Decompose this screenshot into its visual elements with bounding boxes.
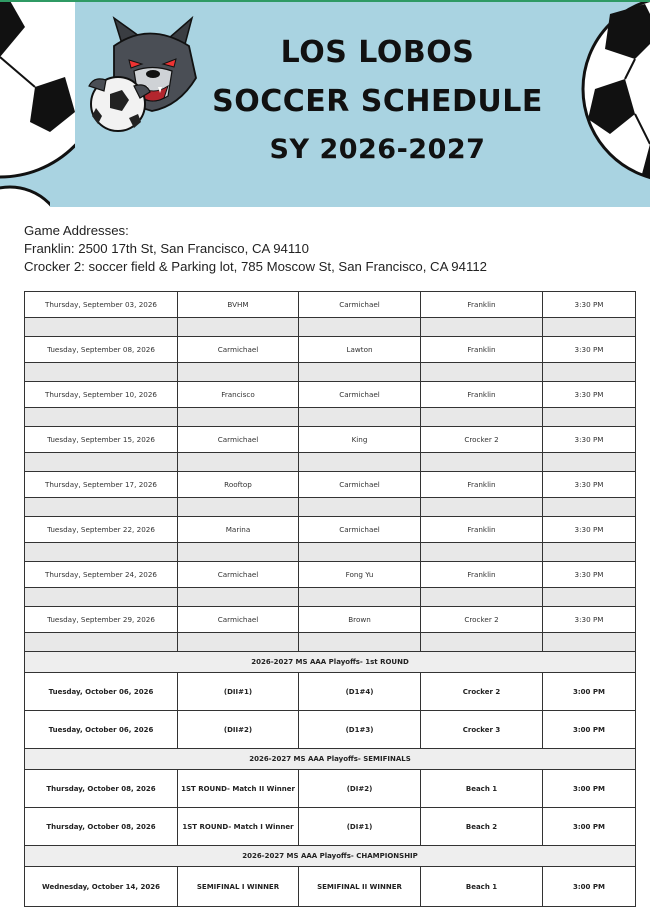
time-cell: 3:30 PM [543,607,636,633]
time-cell: 3:30 PM [543,517,636,543]
table-row [25,711,636,749]
table-row [25,562,636,588]
home-team-cell: Marina [178,517,299,543]
spacer-row [25,363,636,382]
table-row [25,337,636,363]
school-year: SY 2026-2027 [269,134,486,165]
spacer-row [25,543,636,562]
time-cell: 3:00 PM [543,711,636,749]
time-cell: 3:30 PM [543,562,636,588]
table-row [25,867,636,907]
table-row [25,472,636,498]
date-cell: Thursday, September 03, 2026 [25,292,178,318]
home-team-cell: Carmichael [178,562,299,588]
date-cell: Thursday, October 08, 2026 [25,770,178,808]
away-team-cell: (DI#1) [299,808,421,846]
spacer-row [25,588,636,607]
away-team-cell: Fong Yu [299,562,421,588]
date-cell: Thursday, September 10, 2026 [25,382,178,408]
location-cell: Crocker 2 [421,427,543,453]
section-header-row [25,749,636,770]
home-team-cell: SEMIFINAL I WINNER [178,867,299,907]
location-cell: Crocker 3 [421,711,543,749]
away-team-cell: Carmichael [299,517,421,543]
table-row [25,808,636,846]
time-cell: 3:00 PM [543,673,636,711]
location-cell: Beach 1 [421,867,543,907]
time-cell: 3:00 PM [543,867,636,907]
away-team-cell: SEMIFINAL II WINNER [299,867,421,907]
home-team-cell: (DII#1) [178,673,299,711]
addresses-heading: Game Addresses: [24,223,129,238]
table-row [25,382,636,408]
date-cell: Tuesday, October 06, 2026 [25,673,178,711]
away-team-cell: (DI#2) [299,770,421,808]
soccer-ball-icon [0,0,75,182]
section-header-row [25,652,636,673]
time-cell: 3:30 PM [543,337,636,363]
time-cell: 3:00 PM [543,770,636,808]
table-row [25,427,636,453]
spacer-row [25,318,636,337]
table-row [25,517,636,543]
section-header-row [25,846,636,867]
location-cell: Franklin [421,292,543,318]
away-team-cell: King [299,427,421,453]
home-team-cell: (DII#2) [178,711,299,749]
header-banner [0,0,650,207]
home-team-cell: 1ST ROUND- Match II Winner [178,770,299,808]
date-cell: Wednesday, October 14, 2026 [25,867,178,907]
time-cell: 3:30 PM [543,472,636,498]
table-row [25,673,636,711]
home-team-cell: Rooftop [178,472,299,498]
home-team-cell: Carmichael [178,337,299,363]
location-cell: Franklin [421,382,543,408]
game-addresses [24,222,634,276]
home-team-cell: Carmichael [178,607,299,633]
location-cell: Crocker 2 [421,673,543,711]
date-cell: Thursday, October 08, 2026 [25,808,178,846]
home-team-cell: 1ST ROUND- Match I Winner [178,808,299,846]
spacer-row [25,408,636,427]
date-cell: Thursday, September 24, 2026 [25,562,178,588]
location-cell: Franklin [421,337,543,363]
table-row [25,292,636,318]
soccer-ball-icon [580,0,650,184]
date-cell: Tuesday, September 22, 2026 [25,517,178,543]
section-title: 2026-2027 MS AAA Playoffs- SEMIFINALS [25,749,636,770]
location-cell: Crocker 2 [421,607,543,633]
spacer-row [25,453,636,472]
page-title: LOS LOBOS [280,35,475,70]
away-team-cell: Carmichael [299,382,421,408]
address-franklin: Franklin: 2500 17th St, San Francisco, CA 94110 [24,241,309,256]
soccer-ball-icon [0,182,50,207]
date-cell: Tuesday, September 15, 2026 [25,427,178,453]
time-cell: 3:30 PM [543,382,636,408]
location-cell: Beach 1 [421,770,543,808]
time-cell: 3:30 PM [543,427,636,453]
table-row [25,770,636,808]
home-team-cell: Francisco [178,382,299,408]
section-title: 2026-2027 MS AAA Playoffs- CHAMPIONSHIP [25,846,636,867]
away-team-cell: Lawton [299,337,421,363]
location-cell: Beach 2 [421,808,543,846]
away-team-cell: Brown [299,607,421,633]
away-team-cell: Carmichael [299,292,421,318]
spacer-row [25,633,636,652]
date-cell: Thursday, September 17, 2026 [25,472,178,498]
address-crocker: Crocker 2: soccer field & Parking lot, 785 Moscow St, San Francisco, CA 94112 [24,259,487,274]
time-cell: 3:00 PM [543,808,636,846]
away-team-cell: (D1#3) [299,711,421,749]
away-team-cell: (D1#4) [299,673,421,711]
location-cell: Franklin [421,517,543,543]
away-team-cell: Carmichael [299,472,421,498]
home-team-cell: BVHM [178,292,299,318]
table-row [25,607,636,633]
location-cell: Franklin [421,562,543,588]
time-cell: 3:30 PM [543,292,636,318]
location-cell: Franklin [421,472,543,498]
date-cell: Tuesday, September 08, 2026 [25,337,178,363]
home-team-cell: Carmichael [178,427,299,453]
schedule-table [24,291,636,907]
spacer-row [25,498,636,517]
page-subtitle: SOCCER SCHEDULE [212,84,543,119]
section-title: 2026-2027 MS AAA Playoffs- 1st ROUND [25,652,636,673]
date-cell: Tuesday, October 06, 2026 [25,711,178,749]
date-cell: Tuesday, September 29, 2026 [25,607,178,633]
